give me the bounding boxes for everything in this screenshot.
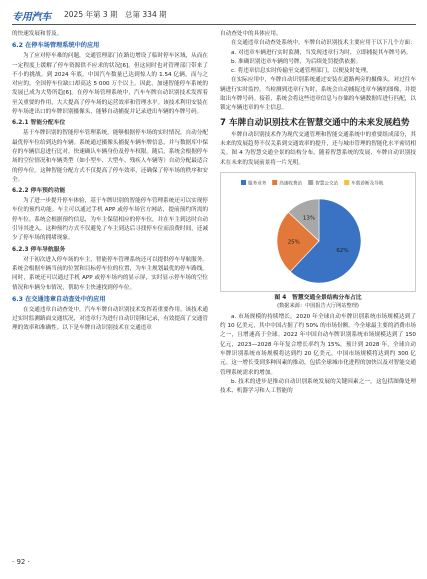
legend-swatch-2	[308, 180, 313, 185]
paragraph: a. 市场规模的持续增长。2020 年全球自动车牌识别系统市场规模达到了约 10 亿美元，其中中国占据了约 50% 的市场份额。今全球最主要的消费市场之一，且增速高于全球。2022 年中国自动车牌识别系统市场规模达到了 150 亿元，2023—2028 年年复合增长率约为 15%。预计到 2028 年，全球自动车牌识别系统市场规模将达到约 20 亿美元，中国市场规模将达到约 300 亿元。这一增长受到多种因素的推动，包括全球城市化进程的加快以及对智能交通管理系统需求的增加。	[220, 313, 416, 376]
pie-chart	[221, 173, 417, 293]
legend-label-0: 服务业务	[248, 181, 267, 187]
paragraph: 自动查处中的具体应用。	[220, 31, 282, 37]
paragraph: 为了进一步提升停车体验，基于车牌识别的智能停车管理系统还可以实现停车位的预约功能。车主可以通过手机 APP 或停车场官方网站，提前预约所需的停车位。系统会根据预约信息，为车主保留相应的停车位，并在车主到达时自动引导其进入。这种预约方式不仅避免了车主到达后寻找停车位而浪费时间，还减少了停车场的拥堵现象。	[12, 198, 208, 242]
legend-swatch-3	[344, 180, 349, 185]
legend-swatch-0	[241, 180, 246, 185]
pie-chart-figure	[220, 172, 416, 292]
subsection-heading-6-2-2: 6.2.2 停车预约功能	[12, 188, 66, 195]
paragraph: b. 技术的进步是推动自动识别系统发展的关键因素之一。这包括图像处理技术、机器学习和人工智能的	[220, 378, 416, 395]
subsection-heading-6-2-3: 6.2.3 停车导航服务	[12, 246, 66, 253]
right-column	[220, 30, 416, 397]
issue-info: 2025 年第 3 期 总第 334 期	[64, 10, 167, 19]
paragraph: 车牌自动识别技术作为现代交通管理和智能交通系统中的重要组成部分，其未来的发展趋势不仅关系到交通效率的提升，还与城市管理的智能化水平密切相关。图 4 为智慧交通全景的结构分布，随着智慧系统的发展，车牌自动识别技术在未来的发展前景将一片光明。	[220, 131, 416, 166]
list-item-c: c. 将违章信息实时传输至交通管理部门，以便及时处理。	[231, 68, 372, 75]
paragraph: 在交通违章自动查处中，汽车车牌自动识别技术发挥着重要作用。该技术通过实时监测路面交通状况，对违章行为进行自动识别和记录，有效提高了交通管理的效率和准确性。以下是车牌自动识别技术在交通违章	[12, 306, 208, 332]
section-heading-6-2: 6.2 在停车场管理系统中的应用	[12, 42, 100, 50]
figure-caption: 图 4 智慧交通全景结构分布占比	[274, 294, 362, 301]
legend-label-2: 智慧公交站	[315, 181, 339, 187]
paragraph: 的快速发展和普及。	[12, 31, 63, 37]
list-item-a: a. 对违章车辆进行实时监测，当发现违章行为时，立即捕捉其车牌号码。	[231, 49, 412, 56]
figure-source: (数据来源：中国报告大厅网站整理)	[277, 302, 359, 309]
legend-label-1: 高速收费站	[279, 181, 303, 187]
paragraph: 在实际应用中，车牌自动识别系统通过安装在道路两旁的摄像头，对过往车辆进行实时监控。当检测到违章行为时，系统会自动捕捉违章车辆的图像，并提取出车牌号码。接着，系统会将这些违章信息与存储的车辆数据库进行匹配，以锁定车辆违章的车主信息。	[220, 77, 416, 112]
pie-label-2: 13%	[302, 215, 316, 222]
left-column	[12, 30, 208, 334]
pie-label-0: 62%	[336, 247, 349, 254]
page-header	[12, 8, 416, 22]
section-heading-7: 7 车牌自动识别技术在智慧交通中的未来发展趋势	[220, 117, 410, 128]
paragraph: 在交通违章自动查处系统中，车牌自动识别技术主要应用于以下几个方面：	[231, 40, 416, 47]
pie-label-1: 25%	[287, 239, 300, 246]
section-heading-6-3: 6.3 在交通违章自动查处中的应用	[12, 295, 106, 303]
legend-label-3: 车载诊断及导航	[351, 181, 384, 187]
subsection-heading-6-2-1: 6.2.1 智能分配车位	[12, 120, 66, 127]
paragraph: 对于初次进入停车场的车主，智能停车管理系统还可以提供停车导航服务。系统会根据车辆当前的位置和目标停车位的位置，为车主规划最优的停车路线。同时，系统还可以通过手机 APP 或停车场内的显示屏，实时显示停车场的空位情况和车辆分布情况，帮助车主快速找到停车位。	[12, 256, 208, 291]
legend-swatch-1	[272, 180, 277, 185]
journal-logo: 专用汽车	[12, 12, 51, 23]
page-number: · 92 ·	[12, 558, 30, 566]
header-rule	[12, 24, 416, 25]
paragraph: 为了应对停车难的问题，交通管理部门在路边增设了临时停车区域，从而在一定程度上缓解了停车资源供不应求的状况[6]。但这同时也对管理部门带来了不小的挑战。到 2024 年底，中国汽车数量已达到惊人的 1.54 亿辆，而与之对应的，全国停车位缺口却高达 5 000 万个以上。因此，加速智能停车系统的发展已成为大势所趋[6]。在停车场管理系统中，汽车车牌自动识别技术发挥着至关重要的作用，大大提高了停车场的运营效率和管理水平。该技术利用安装在停车场进出口的车牌识别摄像头，能够自动捕捉并记录进出车辆的车牌号码。	[12, 53, 208, 116]
paragraph: 基于车牌识别的智能停车管理系统，能够根据停车场的实时情况，自动分配最优停车位给到达的车辆。系统通过摄像头捕捉车辆车牌信息，并与数据库中保存的车辆信息进行比对，快速确认车辆身份及停车权限。随后，系统会根据停车场的空位情况和车辆类型（如小型车、大型车、残疾人车辆等）自动分配最适合的停车位。这种智能分配方式不仅提高了停车效率，还确保了停车场的秩序和安全。	[12, 130, 208, 183]
list-item-b: b. 准确识别违章车辆的号牌，为后续处罚提供依据。	[231, 58, 362, 65]
